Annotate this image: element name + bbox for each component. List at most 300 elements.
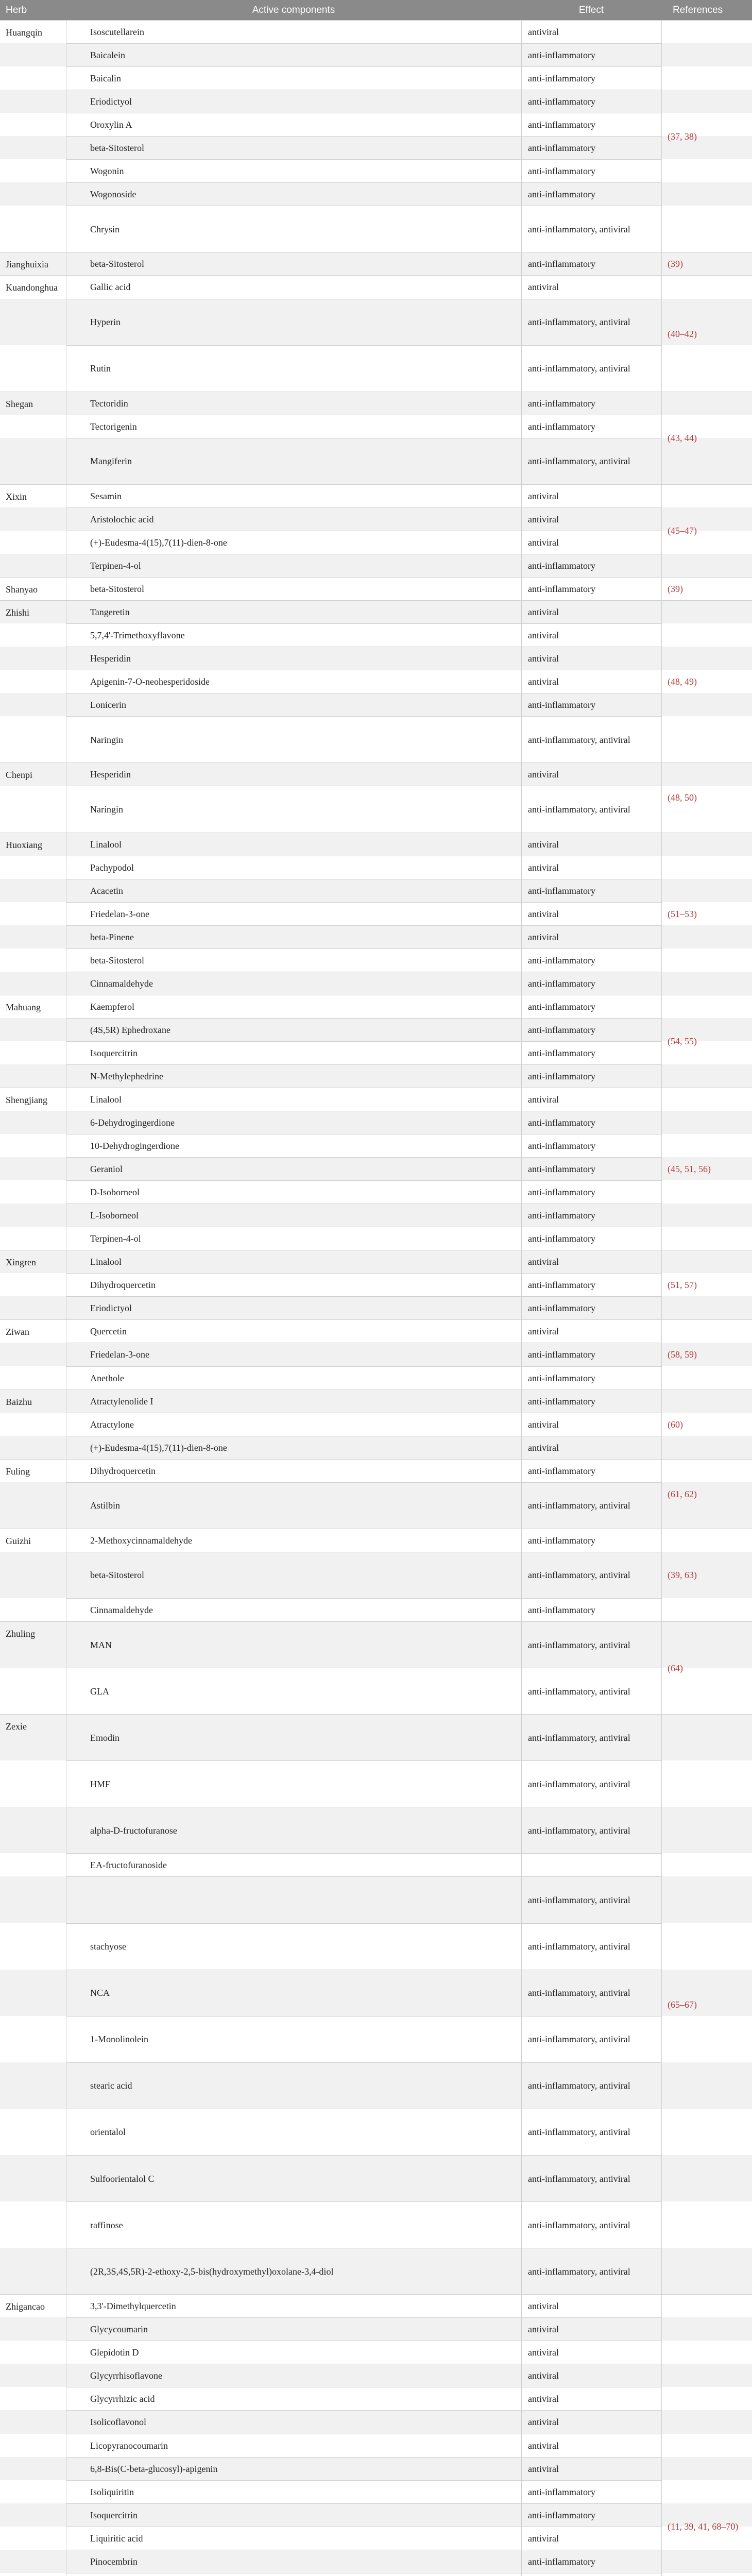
reference-cell[interactable] bbox=[661, 252, 752, 275]
table-row bbox=[0, 1529, 752, 1552]
table-row bbox=[0, 2410, 752, 2433]
component-cell bbox=[66, 902, 521, 925]
component-name: Dihydroquercetin bbox=[90, 1465, 156, 1476]
component-name: HMF bbox=[90, 1778, 111, 1789]
table-row bbox=[0, 182, 752, 206]
herb-cell bbox=[0, 484, 66, 577]
component-cell bbox=[66, 2387, 521, 2410]
component-name: Emodin bbox=[90, 1732, 119, 1743]
effect-text: antiviral bbox=[528, 2394, 559, 2404]
effect-text: antiviral bbox=[528, 607, 559, 618]
component-cell bbox=[66, 1250, 521, 1273]
effect-text: anti-inflammatory bbox=[528, 1303, 595, 1314]
table-row bbox=[0, 136, 752, 159]
table-row bbox=[0, 392, 752, 415]
effect-cell bbox=[521, 415, 661, 438]
herb-name: Mahuang bbox=[6, 1002, 41, 1012]
effect-text: anti-inflammatory, antiviral bbox=[528, 1941, 630, 1952]
herb-name: Chenpi bbox=[6, 770, 32, 781]
effect-text: anti-inflammatory bbox=[528, 189, 595, 200]
component-cell bbox=[66, 159, 521, 182]
table-row bbox=[0, 113, 752, 136]
table-row bbox=[0, 1204, 752, 1227]
effect-text: anti-inflammatory bbox=[528, 96, 595, 107]
component-cell bbox=[66, 2457, 521, 2480]
component-cell bbox=[66, 1529, 521, 1552]
table-row bbox=[0, 2317, 752, 2341]
reference-cell[interactable] bbox=[661, 1621, 752, 1714]
component-cell bbox=[66, 182, 521, 206]
reference-cell[interactable] bbox=[661, 1250, 752, 1319]
component-name: Baicalein bbox=[90, 50, 125, 61]
effect-text: anti-inflammatory bbox=[528, 700, 595, 710]
component-name: Apigenin-7-O-neohesperidoside bbox=[90, 676, 210, 687]
effect-cell bbox=[521, 1459, 661, 1482]
component-name: Pachypodol bbox=[90, 862, 134, 873]
effect-cell bbox=[521, 1923, 661, 1970]
herb-cell bbox=[0, 392, 66, 484]
table-row bbox=[0, 716, 752, 762]
table-row bbox=[0, 1853, 752, 1876]
effect-cell bbox=[521, 2410, 661, 2433]
effect-text: antiviral bbox=[528, 653, 559, 664]
reference-cell[interactable] bbox=[661, 1459, 752, 1529]
effect-text: anti-inflammatory, antiviral bbox=[528, 1778, 630, 1789]
effect-text: antiviral bbox=[528, 514, 559, 524]
component-name: Glycyrrhisoflavone bbox=[90, 2370, 162, 2381]
component-name: Pinocembrin bbox=[90, 2556, 138, 2567]
reference-cell[interactable] bbox=[661, 577, 752, 600]
table-row bbox=[0, 1482, 752, 1529]
table-row bbox=[0, 693, 752, 716]
effect-text: antiviral bbox=[528, 1419, 559, 1430]
reference-link[interactable]: (51, 57) bbox=[668, 1280, 697, 1291]
component-cell bbox=[66, 879, 521, 902]
component-name: Anethole bbox=[90, 1372, 124, 1383]
component-name: beta-Sitosterol bbox=[90, 1570, 144, 1581]
effect-cell bbox=[521, 507, 661, 531]
component-cell bbox=[66, 1064, 521, 1088]
table-row bbox=[0, 2550, 752, 2573]
effect-text: anti-inflammatory bbox=[528, 955, 595, 965]
component-cell bbox=[66, 252, 521, 275]
component-cell bbox=[66, 507, 521, 531]
component-cell bbox=[66, 2062, 521, 2109]
component-cell bbox=[66, 1134, 521, 1157]
component-cell bbox=[66, 1227, 521, 1250]
table-row bbox=[0, 856, 752, 879]
effect-cell bbox=[521, 833, 661, 856]
effect-text: anti-inflammatory, antiviral bbox=[528, 2219, 630, 2230]
component-name: 5,7,4'-Trimethoxyflavone bbox=[90, 630, 185, 641]
reference-cell[interactable] bbox=[661, 1529, 752, 1621]
effect-text: anti-inflammatory bbox=[528, 1604, 595, 1615]
reference-link[interactable]: (39) bbox=[668, 259, 683, 269]
table-row bbox=[0, 2503, 752, 2527]
component-name: Kaempferol bbox=[90, 1001, 134, 1012]
effect-cell bbox=[521, 623, 661, 647]
reference-link[interactable]: (48, 49) bbox=[668, 676, 697, 687]
effect-cell bbox=[521, 1227, 661, 1250]
table-row bbox=[0, 484, 752, 507]
reference-link[interactable]: (48, 50) bbox=[668, 792, 697, 803]
component-name: Naringin bbox=[90, 804, 123, 815]
component-name: Rutin bbox=[90, 363, 111, 374]
component-cell bbox=[66, 1273, 521, 1296]
table-row bbox=[0, 2387, 752, 2410]
effect-text: antiviral bbox=[528, 2301, 559, 2312]
effect-cell bbox=[521, 554, 661, 577]
effect-cell bbox=[521, 66, 661, 90]
component-name: Linalool bbox=[90, 839, 122, 850]
reference-cell[interactable] bbox=[661, 484, 752, 577]
component-name: Hyperin bbox=[90, 317, 121, 328]
effect-text: anti-inflammatory bbox=[528, 259, 595, 269]
effect-cell bbox=[521, 1041, 661, 1064]
table-row bbox=[0, 1180, 752, 1204]
effect-cell bbox=[521, 1134, 661, 1157]
table-header-row bbox=[0, 0, 752, 20]
component-name: Gallic acid bbox=[90, 282, 131, 293]
effect-cell bbox=[521, 2109, 661, 2155]
effect-text: antiviral bbox=[528, 931, 559, 942]
component-name: Acacetin bbox=[90, 885, 123, 896]
effect-text: anti-inflammatory bbox=[528, 166, 595, 177]
effect-text: antiviral bbox=[528, 1442, 559, 1453]
column-header-components: Active components bbox=[252, 5, 335, 15]
table-row bbox=[0, 252, 752, 275]
effect-text: anti-inflammatory bbox=[528, 2486, 595, 2497]
component-cell bbox=[66, 345, 521, 392]
component-name: Glycycoumarin bbox=[90, 2324, 148, 2335]
table-row bbox=[0, 1760, 752, 1807]
column-header-effect: Effect bbox=[578, 5, 604, 15]
herb-cell bbox=[0, 833, 66, 995]
reference-cell[interactable] bbox=[661, 2294, 752, 2576]
effect-cell bbox=[521, 925, 661, 948]
reference-link[interactable]: (45–47) bbox=[668, 526, 697, 536]
table-row bbox=[0, 833, 752, 856]
effect-cell bbox=[521, 1853, 661, 1876]
effect-text: anti-inflammatory bbox=[528, 1210, 595, 1221]
effect-cell bbox=[521, 1180, 661, 1204]
table-row bbox=[0, 206, 752, 252]
reference-link[interactable]: (64) bbox=[668, 1663, 683, 1673]
effect-text: anti-inflammatory, antiviral bbox=[528, 2266, 630, 2277]
table-row bbox=[0, 2016, 752, 2062]
effect-text: anti-inflammatory bbox=[528, 1001, 595, 1012]
component-name: stachyose bbox=[90, 1941, 126, 1952]
component-name: Aristolochic acid bbox=[90, 514, 154, 524]
component-name: beta-Pinene bbox=[90, 931, 134, 942]
effect-text: anti-inflammatory bbox=[528, 1233, 595, 1244]
table-row bbox=[0, 2573, 752, 2576]
component-cell bbox=[66, 1807, 521, 1853]
reference-link[interactable]: (61, 62) bbox=[668, 1488, 697, 1499]
table-row bbox=[0, 1227, 752, 1250]
reference-cell[interactable] bbox=[661, 1389, 752, 1459]
table-row bbox=[0, 2201, 752, 2248]
reference-cell[interactable] bbox=[661, 1714, 752, 2294]
reference-cell[interactable] bbox=[661, 275, 752, 391]
component-cell bbox=[66, 2294, 521, 2317]
component-name: Sesamin bbox=[90, 490, 122, 501]
component-name: Mangiferin bbox=[90, 456, 132, 467]
table-row bbox=[0, 1366, 752, 1389]
component-cell bbox=[66, 1436, 521, 1459]
component-cell bbox=[66, 2341, 521, 2364]
effect-cell bbox=[521, 2294, 661, 2317]
component-name: Friedelan-3-one bbox=[90, 908, 149, 919]
effect-cell bbox=[521, 392, 661, 415]
component-cell bbox=[66, 1296, 521, 1319]
effect-text: antiviral bbox=[528, 490, 559, 501]
table-row bbox=[0, 1343, 752, 1366]
effect-text: antiviral bbox=[528, 27, 559, 38]
component-name: beta-Sitosterol bbox=[90, 143, 144, 154]
component-cell bbox=[66, 995, 521, 1018]
component-cell bbox=[66, 415, 521, 438]
reference-link[interactable]: (65–67) bbox=[668, 1999, 697, 2010]
effect-text: antiviral bbox=[528, 676, 559, 687]
effect-text: antiviral bbox=[528, 2533, 559, 2544]
effect-cell bbox=[521, 252, 661, 275]
herb-cell bbox=[0, 1714, 66, 2294]
effect-text: anti-inflammatory, antiviral bbox=[528, 1895, 630, 1905]
component-name: (+)-Eudesma-4(15),7(11)-dien-8-one bbox=[90, 537, 227, 548]
component-cell bbox=[66, 1319, 521, 1343]
component-name: Chrysin bbox=[90, 224, 120, 234]
reference-link[interactable]: (54, 55) bbox=[668, 1036, 697, 1047]
effect-text: antiviral bbox=[528, 537, 559, 548]
effect-text: anti-inflammatory bbox=[528, 1280, 595, 1291]
component-cell bbox=[66, 20, 521, 43]
table-row bbox=[0, 2434, 752, 2457]
effect-text: antiviral bbox=[528, 2347, 559, 2358]
reference-cell[interactable] bbox=[661, 1319, 752, 1389]
effect-text: anti-inflammatory bbox=[528, 1187, 595, 1198]
effect-cell bbox=[521, 1970, 661, 2016]
effect-cell bbox=[521, 113, 661, 136]
reference-link[interactable]: (58, 59) bbox=[668, 1349, 697, 1360]
component-name: 2-Methoxycinnamaldehyde bbox=[90, 1535, 192, 1546]
effect-cell bbox=[521, 1760, 661, 1807]
table-row bbox=[0, 345, 752, 392]
table-row bbox=[0, 623, 752, 647]
component-name: Lonicerin bbox=[90, 700, 126, 710]
effect-text: antiviral bbox=[528, 630, 559, 641]
component-cell bbox=[66, 1018, 521, 1041]
effect-text: anti-inflammatory bbox=[528, 1071, 595, 1081]
component-name: L-Isoborneol bbox=[90, 1210, 139, 1221]
component-name: Eriodictyol bbox=[90, 96, 132, 107]
herb-name: Xingren bbox=[6, 1257, 36, 1268]
table-row bbox=[0, 43, 752, 66]
effect-text: antiviral bbox=[528, 908, 559, 919]
effect-cell bbox=[521, 1598, 661, 1621]
component-cell bbox=[66, 2155, 521, 2201]
effect-text: antiviral bbox=[528, 2440, 559, 2451]
effect-cell bbox=[521, 2062, 661, 2109]
effect-cell bbox=[521, 438, 661, 484]
component-name: Cinnamaldehyde bbox=[90, 1604, 153, 1615]
component-cell bbox=[66, 2550, 521, 2573]
component-cell bbox=[66, 1111, 521, 1134]
table-row bbox=[0, 1389, 752, 1413]
component-cell bbox=[66, 2410, 521, 2433]
reference-link[interactable]: (39, 63) bbox=[668, 1570, 697, 1581]
herb-cell bbox=[0, 275, 66, 391]
reference-cell[interactable] bbox=[661, 392, 752, 484]
effect-cell bbox=[521, 43, 661, 66]
table-row bbox=[0, 2294, 752, 2317]
component-name: GLA bbox=[90, 1686, 109, 1697]
component-name: 6-Dehydrogingerdione bbox=[90, 1117, 175, 1128]
effect-cell bbox=[521, 136, 661, 159]
effect-text: anti-inflammatory, antiviral bbox=[528, 804, 630, 815]
component-cell bbox=[66, 1366, 521, 1389]
effect-text: anti-inflammatory, antiviral bbox=[528, 1988, 630, 1998]
table-row bbox=[0, 1714, 752, 1760]
component-name: beta-Sitosterol bbox=[90, 955, 144, 965]
table-row bbox=[0, 1273, 752, 1296]
effect-text: anti-inflammatory, antiviral bbox=[528, 1686, 630, 1697]
component-name: stearic acid bbox=[90, 2080, 132, 2091]
reference-link[interactable]: (45, 51, 56) bbox=[668, 1164, 711, 1175]
table-row bbox=[0, 2248, 752, 2294]
effect-cell bbox=[521, 948, 661, 972]
effect-cell bbox=[521, 1296, 661, 1319]
herb-name: Zhigancao bbox=[6, 2301, 45, 2312]
reference-cell[interactable] bbox=[661, 600, 752, 762]
table-row bbox=[0, 972, 752, 995]
component-cell bbox=[66, 299, 521, 345]
component-name: Atractylone bbox=[90, 1419, 134, 1430]
component-cell bbox=[66, 647, 521, 670]
effect-text: anti-inflammatory bbox=[528, 1465, 595, 1476]
reference-link[interactable]: (40–42) bbox=[668, 328, 697, 339]
component-cell bbox=[66, 206, 521, 252]
table-row bbox=[0, 66, 752, 90]
component-cell bbox=[66, 856, 521, 879]
column-header-herb: Herb bbox=[6, 5, 27, 15]
reference-link[interactable]: (43, 44) bbox=[668, 433, 697, 444]
reference-link[interactable]: (37, 38) bbox=[668, 131, 697, 142]
component-name: Sulfoorientalol C bbox=[90, 2173, 155, 2184]
reference-link[interactable]: (11, 39, 41, 68–70) bbox=[668, 2521, 739, 2532]
herb-cell bbox=[0, 252, 66, 275]
herb-name: Shengjiang bbox=[6, 1095, 47, 1105]
effect-text: anti-inflammatory bbox=[528, 1396, 595, 1406]
reference-link[interactable]: (60) bbox=[668, 1419, 683, 1430]
herb-cell bbox=[0, 1389, 66, 1459]
component-name: Oroxylin A bbox=[90, 120, 132, 130]
table-row bbox=[0, 1157, 752, 1180]
effect-cell bbox=[521, 1018, 661, 1041]
effect-cell bbox=[521, 1366, 661, 1389]
component-cell bbox=[66, 2434, 521, 2457]
reference-cell[interactable] bbox=[661, 1088, 752, 1250]
herb-cell bbox=[0, 1088, 66, 1250]
effect-text: antiviral bbox=[528, 282, 559, 293]
component-name: Eriodictyol bbox=[90, 1303, 132, 1314]
effect-cell bbox=[521, 2457, 661, 2480]
effect-cell bbox=[521, 1807, 661, 1853]
effect-text: anti-inflammatory, antiviral bbox=[528, 224, 630, 234]
effect-cell bbox=[521, 1413, 661, 1436]
effect-cell bbox=[521, 2341, 661, 2364]
component-cell bbox=[66, 2109, 521, 2155]
effect-cell bbox=[521, 345, 661, 392]
reference-cell[interactable] bbox=[661, 762, 752, 832]
component-cell bbox=[66, 1876, 521, 1923]
table-row bbox=[0, 1459, 752, 1482]
reference-cell[interactable] bbox=[661, 20, 752, 252]
component-cell bbox=[66, 1598, 521, 1621]
reference-cell[interactable] bbox=[661, 833, 752, 995]
component-name: beta-Sitosterol bbox=[90, 259, 144, 269]
effect-text: anti-inflammatory bbox=[528, 584, 595, 595]
component-name: Hesperidin bbox=[90, 769, 131, 780]
effect-text: anti-inflammatory bbox=[528, 143, 595, 154]
effect-text: antiviral bbox=[528, 2417, 559, 2428]
component-name: Cinnamaldehyde bbox=[90, 978, 153, 989]
component-cell bbox=[66, 531, 521, 554]
effect-cell bbox=[521, 856, 661, 879]
table-row bbox=[0, 90, 752, 113]
effect-cell bbox=[521, 1876, 661, 1923]
component-name: Glycyrrhizic acid bbox=[90, 2394, 155, 2404]
effect-cell bbox=[521, 995, 661, 1018]
herb-cell bbox=[0, 600, 66, 762]
component-name: Quercetin bbox=[90, 1326, 127, 1337]
table-row bbox=[0, 1111, 752, 1134]
component-name: beta-Sitosterol bbox=[90, 584, 144, 595]
component-cell bbox=[66, 2503, 521, 2527]
effect-text: anti-inflammatory, antiviral bbox=[528, 2080, 630, 2091]
effect-cell bbox=[521, 20, 661, 43]
component-cell bbox=[66, 438, 521, 484]
component-cell bbox=[66, 1552, 521, 1598]
reference-cell[interactable] bbox=[661, 995, 752, 1088]
effect-cell bbox=[521, 275, 661, 298]
herb-name: Ziwan bbox=[6, 1327, 29, 1337]
effect-text: antiviral bbox=[528, 2370, 559, 2381]
effect-cell bbox=[521, 1621, 661, 1668]
table-row bbox=[0, 1621, 752, 1668]
table-row bbox=[0, 1598, 752, 1621]
component-cell bbox=[66, 275, 521, 298]
herb-name: Guizhi bbox=[6, 1535, 31, 1546]
component-name: Wogonin bbox=[90, 166, 124, 177]
effect-cell bbox=[521, 1552, 661, 1598]
component-name: Geraniol bbox=[90, 1164, 123, 1175]
component-name: Astilbin bbox=[90, 1500, 121, 1511]
reference-link[interactable]: (39) bbox=[668, 584, 683, 595]
effect-cell bbox=[521, 647, 661, 670]
table-row bbox=[0, 2341, 752, 2364]
component-cell bbox=[66, 2364, 521, 2387]
effect-cell bbox=[521, 1319, 661, 1343]
reference-link[interactable]: (51–53) bbox=[668, 908, 697, 919]
component-name: NCA bbox=[90, 1988, 110, 1998]
effect-text: anti-inflammatory bbox=[528, 1024, 595, 1035]
component-name: Naringin bbox=[90, 734, 123, 745]
component-cell bbox=[66, 1621, 521, 1668]
effect-text: anti-inflammatory bbox=[528, 2556, 595, 2567]
component-name: Friedelan-3-one bbox=[90, 1349, 149, 1360]
herb-name: Kuandonghua bbox=[6, 282, 58, 293]
